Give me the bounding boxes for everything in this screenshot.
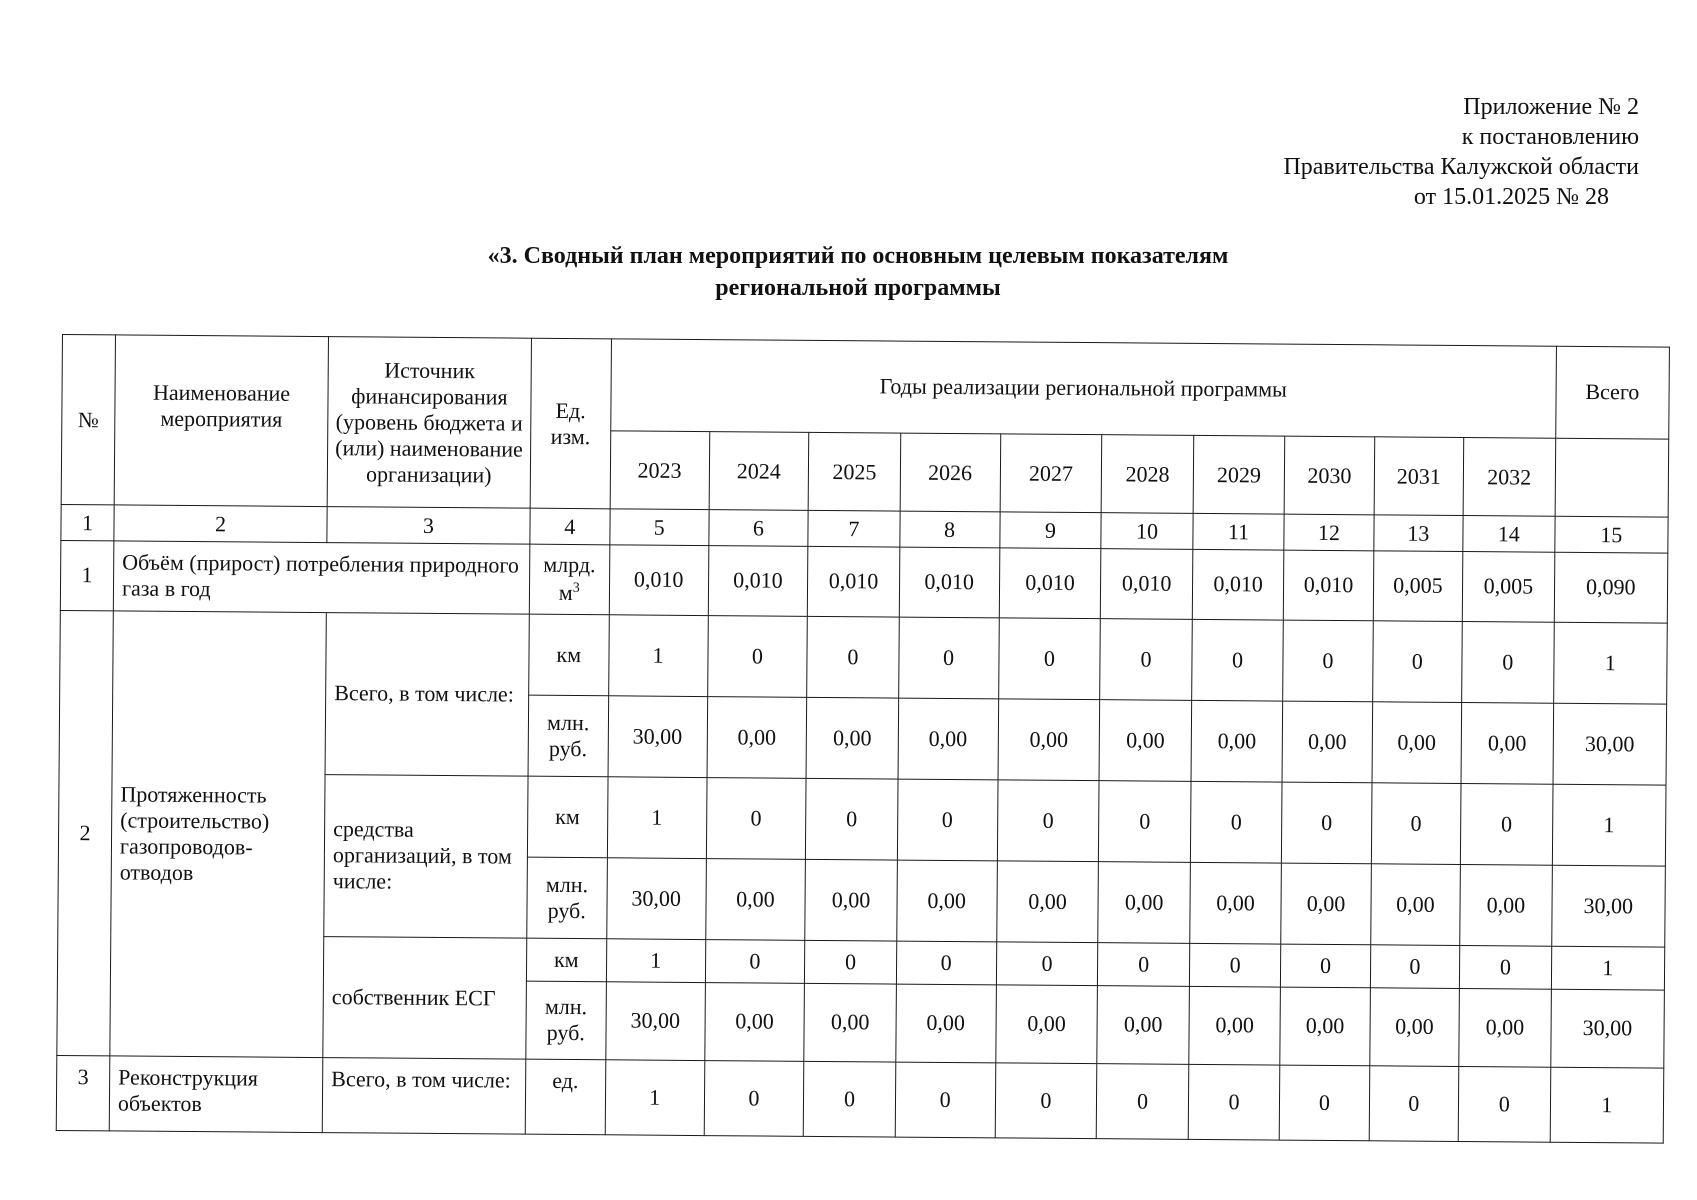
source-cell: Всего, в том числе: — [325, 613, 529, 777]
value-cell: 0,00 — [1189, 986, 1281, 1066]
column-number: 6 — [708, 510, 808, 546]
value-cell: 0,00 — [707, 697, 807, 779]
column-number: 13 — [1373, 515, 1463, 551]
value-cell: 0 — [1097, 1064, 1189, 1139]
total-cell: 30,00 — [1550, 989, 1664, 1069]
value-cell: 0 — [1282, 782, 1372, 864]
column-number: 4 — [530, 509, 610, 545]
value-cell: 0,00 — [996, 861, 1098, 943]
value-cell: 0 — [1188, 1065, 1280, 1140]
value-cell: 0,00 — [995, 984, 1097, 1064]
unit-cell: млн. руб. — [527, 857, 608, 939]
value-cell: 0 — [704, 1061, 804, 1136]
unit-cell — [529, 544, 610, 615]
value-cell: 0 — [1459, 945, 1551, 988]
value-cell: 0 — [806, 778, 898, 860]
header-year: 2029 — [1193, 435, 1285, 515]
unit-cell: км — [528, 614, 609, 696]
column-number: 14 — [1463, 516, 1555, 552]
value-cell: 30,00 — [608, 696, 707, 778]
value-cell: 0 — [1460, 783, 1552, 865]
header-source: Источник финансирования (уровень бюджета и (или) наименование организации) — [327, 337, 531, 509]
column-number: 9 — [999, 512, 1101, 548]
header-year: 2025 — [808, 432, 900, 512]
value-cell: 0 — [705, 939, 805, 982]
value-cell: 0 — [1372, 621, 1462, 703]
value-cell: 1 — [606, 939, 705, 982]
value-cell: 0,010 — [999, 548, 1101, 619]
value-cell: 0,010 — [609, 544, 708, 615]
value-cell: 0,00 — [1372, 702, 1462, 784]
unit-cell: ед. — [525, 1060, 606, 1135]
total-cell: 1 — [1553, 622, 1667, 704]
value-cell: 0 — [996, 942, 1098, 985]
value-cell: 0,00 — [1191, 700, 1283, 782]
row-number: 1 — [60, 540, 114, 611]
column-number: 1 — [61, 505, 114, 541]
header-total-empty — [1555, 438, 1669, 518]
value-cell: 0,00 — [1369, 987, 1459, 1067]
column-number: 10 — [1101, 513, 1193, 549]
value-cell: 0 — [1190, 781, 1282, 863]
source-cell: собственник ЕСГ — [323, 936, 527, 1059]
value-cell: 0 — [1458, 1067, 1550, 1142]
appendix-block — [1283, 92, 1639, 212]
value-cell: 0,00 — [804, 983, 896, 1063]
source-cell: средства организаций, в том числе: — [324, 775, 528, 939]
value-cell: 0,00 — [1459, 988, 1551, 1068]
column-number: 8 — [900, 512, 1000, 548]
value-cell: 0 — [707, 616, 807, 698]
value-cell: 0 — [1369, 1066, 1459, 1141]
value-cell: 0 — [998, 618, 1100, 700]
unit-cell: км — [527, 776, 608, 858]
total-cell: 1 — [1552, 784, 1666, 866]
value-cell: 0 — [997, 780, 1099, 862]
row-name: Объём (прирост) потребления природного газа в год — [113, 541, 529, 615]
value-cell: 0 — [896, 941, 996, 984]
unit-cell: млн. руб. — [528, 695, 609, 777]
value-cell: 0,010 — [1284, 550, 1374, 621]
unit-cell: км — [526, 938, 606, 981]
value-cell: 0,00 — [898, 698, 998, 780]
title-line-2: региональной программы — [715, 275, 1001, 301]
value-cell: 0 — [807, 616, 899, 698]
header-year: 2030 — [1284, 436, 1374, 516]
appendix-line-4: от 15.01.2025 № 28 — [1413, 184, 1609, 210]
value-cell: 0 — [1462, 621, 1554, 703]
value-cell: 0,00 — [1460, 864, 1552, 946]
value-cell: 0,00 — [1282, 701, 1372, 783]
value-cell: 0,005 — [1373, 550, 1463, 621]
value-cell: 0 — [1099, 781, 1191, 863]
column-number: 7 — [808, 511, 900, 547]
value-cell: 0 — [897, 779, 997, 861]
value-cell: 0 — [895, 1062, 995, 1137]
value-cell: 0,00 — [998, 699, 1100, 781]
column-number: 11 — [1193, 514, 1285, 550]
value-cell: 0 — [1191, 619, 1283, 701]
total-cell: 1 — [1551, 946, 1665, 989]
total-cell: 30,00 — [1551, 865, 1665, 947]
column-number: 2 — [114, 505, 327, 542]
column-number: 15 — [1554, 517, 1668, 553]
value-cell: 0,00 — [1098, 862, 1190, 944]
plan-table — [56, 334, 1670, 1144]
column-number: 5 — [610, 509, 709, 545]
value-cell: 0,005 — [1462, 551, 1554, 622]
header-name — [114, 335, 328, 507]
value-cell: 0,010 — [1192, 549, 1284, 620]
title-line-1: «3. Сводный план мероприятий по основным целевым показателям — [487, 243, 1229, 269]
source-cell: Всего, в том числе: — [322, 1058, 525, 1134]
value-cell: 0,00 — [805, 859, 897, 941]
value-cell: 0,00 — [705, 858, 805, 940]
value-cell: 0 — [1100, 619, 1192, 701]
value-cell: 0 — [805, 940, 897, 983]
row-name: Реконструкция объектов — [109, 1056, 323, 1132]
table-row — [56, 1056, 1664, 1143]
header-unit: Ед. изм. — [530, 338, 611, 509]
header-year: 2027 — [1000, 434, 1102, 514]
value-cell: 0,00 — [1099, 700, 1191, 782]
value-cell: 0,00 — [806, 697, 898, 779]
value-cell: 1 — [607, 777, 706, 859]
value-cell: 0 — [804, 1062, 896, 1137]
header-year: 2026 — [900, 433, 1000, 513]
header-year: 2032 — [1463, 437, 1555, 517]
header-year: 2023 — [610, 430, 709, 510]
total-cell: 30,00 — [1553, 703, 1667, 785]
total-cell: 1 — [1550, 1068, 1664, 1144]
header-total: Всего — [1555, 346, 1669, 439]
unit-superscript: 3 — [572, 580, 580, 597]
value-cell: 0,00 — [896, 984, 996, 1064]
appendix-line-1: Приложение № 2 — [1463, 94, 1639, 120]
value-cell: 0,010 — [1101, 548, 1193, 619]
appendix-line-3: Правительства Калужской области — [1283, 154, 1639, 180]
total-cell: 0,090 — [1554, 552, 1668, 623]
value-cell: 1 — [605, 1060, 704, 1135]
value-cell: 0 — [1371, 783, 1461, 865]
document-title — [0, 240, 1697, 304]
value-cell: 0 — [1098, 943, 1190, 986]
appendix-line-2: к постановлению — [1461, 124, 1639, 150]
value-cell: 0,010 — [899, 547, 999, 618]
value-cell: 1 — [608, 615, 707, 697]
value-cell: 0 — [706, 778, 806, 860]
value-cell: 0,00 — [1097, 985, 1189, 1065]
value-cell: 0 — [1279, 1065, 1369, 1140]
value-cell: 0,00 — [1190, 862, 1282, 944]
header-year: 2028 — [1102, 434, 1194, 514]
value-cell: 0,00 — [1461, 702, 1553, 784]
value-cell: 0,00 — [704, 982, 804, 1062]
value-cell: 0,00 — [1370, 864, 1460, 946]
table-row — [60, 610, 1668, 704]
header-years-group: Годы реализации региональной программы — [611, 339, 1557, 438]
value-cell: 0 — [898, 617, 998, 699]
value-cell: 0 — [1283, 620, 1373, 702]
column-number: 12 — [1284, 515, 1374, 551]
value-cell: 0,010 — [708, 545, 808, 616]
header-name-text: Наименование мероприятия — [152, 379, 291, 432]
value-cell: 0 — [1189, 943, 1281, 986]
value-cell: 0,010 — [808, 546, 900, 617]
column-number: 3 — [327, 507, 530, 544]
value-cell: 0,00 — [896, 860, 996, 942]
row-name: Протяженность (строительство) газопроводов-отводов — [110, 611, 327, 1058]
row-number: 3 — [56, 1056, 110, 1131]
value-cell: 0,00 — [1281, 863, 1371, 945]
value-cell: 30,00 — [607, 858, 706, 940]
header-year: 2031 — [1374, 436, 1464, 516]
row-number: 2 — [57, 610, 113, 1056]
unit-cell: млн. руб. — [526, 981, 607, 1060]
value-cell: 0 — [995, 1063, 1097, 1138]
value-cell: 30,00 — [606, 981, 705, 1061]
value-cell: 0 — [1370, 945, 1460, 988]
unit-text: млрд. м — [543, 552, 596, 606]
header-no: № — [61, 335, 115, 506]
header-year: 2024 — [709, 431, 809, 511]
value-cell: 0,00 — [1280, 987, 1370, 1067]
value-cell: 0 — [1281, 944, 1371, 987]
table-row — [60, 540, 1668, 623]
